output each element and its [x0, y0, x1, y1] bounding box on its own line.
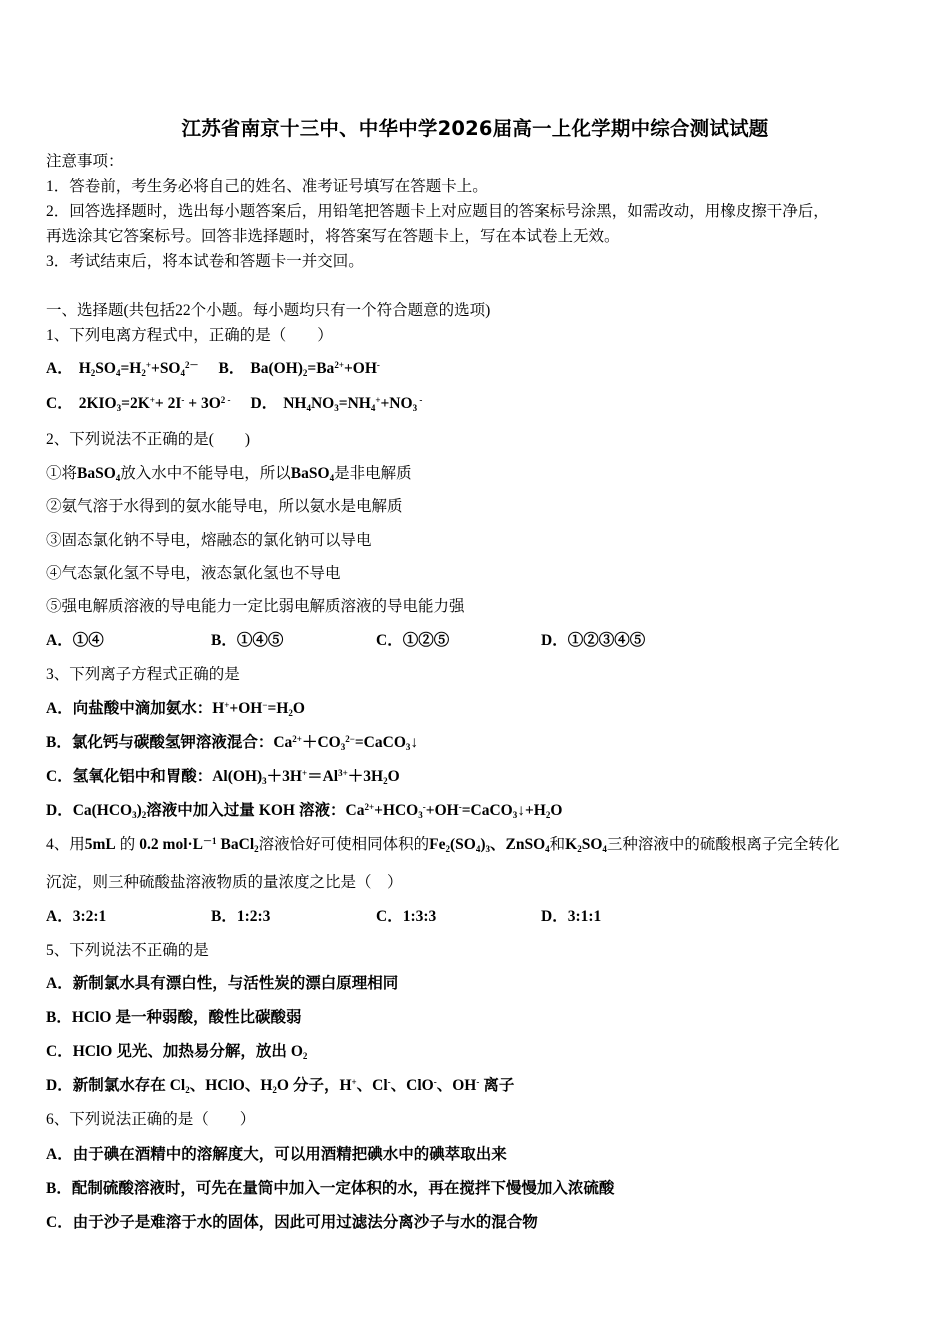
q1-stem: 1、下列电离方程式中，正确的是（ ） [46, 327, 333, 344]
q6-option-b: B．配制硫酸溶液时，可先在量筒中加入一定体积的水，再在搅拌下慢慢加入浓硫酸 [46, 1180, 615, 1197]
q5-option-b: B．HClO 是一种弱酸，酸性比碳酸弱 [46, 1009, 302, 1026]
q2-statement-2: ②氨气溶于水得到的氨水能导电，所以氨水是电解质 [46, 498, 403, 515]
q1-option-b-label: B． [218, 360, 245, 377]
q2-statement-3: ③固态氯化钠不导电，熔融态的氯化钠可以导电 [46, 532, 372, 549]
q2-option-b: B．①④⑤ [211, 632, 284, 649]
notice-item-2b: 再选涂其它答案标号。回答非选择题时，将答案写在答题卡上，写在本试卷上无效。 [46, 228, 620, 245]
notice-item-1: 1．答卷前，考生务必将自己的姓名、准考证号填写在答题卡上。 [46, 178, 488, 195]
q2-statement-5: ⑤强电解质溶液的导电能力一定比弱电解质溶液的导电能力强 [46, 598, 465, 615]
q4-options [46, 907, 601, 927]
q5-option-d: D．新制氯水存在 $Cl_2$、HClO、$H_2O$ 分子，H+、Cl-、ClO-、OH- 离子 [46, 1077, 515, 1095]
q1-options-cd: C． $2KIO_3=2K^++ 2I^- + 3O^{2 -}$ D． $NH_4NO_3=NH_4^++NO_3$ - [46, 395, 423, 413]
q4-option-d: D．3:1:1 [541, 908, 602, 925]
q2-option-c: C．①②⑤ [376, 632, 450, 649]
q4-stem-line-1: 4、用5mL 的 0.2 $mol\cdot L^{-1}$ BaCl$_2$溶液恰好可使相同体积的$Fe_2(SO_4)_3$、ZnSO$_4$和$K_2SO_4$三种溶液中的硫酸根离子完全转化 [46, 836, 840, 854]
section-heading: 一、选择题(共包括22个小题。每小题均只有一个符合题意的选项) [46, 302, 491, 319]
q4-option-b: B．1:2:3 [211, 908, 271, 925]
q3-option-b: B．氯化钙与碳酸氢钾溶液混合：$Ca^{2+}+CO_3^{2-}=CaCO_3↓$ [46, 734, 419, 752]
q3-stem: 3、下列离子方程式正确的是 [46, 666, 240, 683]
notice-heading: 注意事项： [46, 153, 124, 170]
q6-option-c: C．由于沙子是难溶于水的固体，因此可用过滤法分离沙子与水的混合物 [46, 1214, 538, 1231]
notice-item-3: 3．考试结束后，将本试卷和答题卡一并交回。 [46, 253, 364, 270]
q5-option-a: A．新制氯水具有漂白性，与活性炭的漂白原理相同 [46, 975, 399, 992]
q1-options-ab: A． $H_2SO_4=H_2^++SO_4^{2-}$ B． $Ba(OH)_2=Ba^{2+}+OH^-$ [46, 360, 380, 378]
q2-statement-4: ④气态氯化氢不导电，液态氯化氢也不导电 [46, 565, 341, 582]
q5-stem: 5、下列说法不正确的是 [46, 942, 209, 959]
q6-stem: 6、下列说法正确的是（ ） [46, 1111, 256, 1128]
q1-option-c-label: C． [46, 395, 73, 412]
q1-option-a-label: A． [46, 360, 73, 377]
q2-statement-1: ①将BaSO$_4$放入水中不能导电，所以BaSO$_4$是非电解质 [46, 465, 412, 483]
q6-option-a: A．由于碘在酒精中的溶解度大，可以用酒精把碘水中的碘萃取出来 [46, 1146, 507, 1163]
q4-option-a: A．3:2:1 [46, 908, 107, 925]
q3-option-c: C．氢氧化铝中和胃酸：$Al(OH)_3+3H^+=Al^{3+}+3H_2O$ [46, 768, 400, 786]
q4-option-c: C．1:3:3 [376, 908, 437, 925]
q3-option-d: D．$Ca(HCO_3)_2$溶液中加入过量 KOH 溶液：$Ca^{2+}+HCO_3^-+OH^-=CaCO_3↓+H_2O$ [46, 802, 563, 820]
q2-stem: 2、下列说法不正确的是( ) [46, 431, 251, 448]
q4-stem-line-2: 沉淀，则三种硫酸盐溶液物质的量浓度之比是（ ） [46, 874, 403, 891]
page-title: 江苏省南京十三中、中华中学2026届高一上化学期中综合测试试题 [181, 117, 769, 140]
q5-option-c: C．HClO 见光、加热易分解，放出 $O_2$ [46, 1043, 308, 1061]
q2-options [46, 631, 645, 651]
notice-item-2a: 2．回答选择题时，选出每小题答案后，用铅笔把答题卡上对应题目的答案标号涂黑，如需改动，用橡皮擦干净后， [46, 203, 829, 220]
q1-option-d-label: D． [250, 395, 278, 412]
q3-option-a: A．向盐酸中滴加氨水：$H^++OH^-=H_2O$ [46, 700, 305, 718]
q2-option-d: D．①②③④⑤ [541, 632, 646, 649]
q2-option-a: A．①④ [46, 632, 104, 649]
